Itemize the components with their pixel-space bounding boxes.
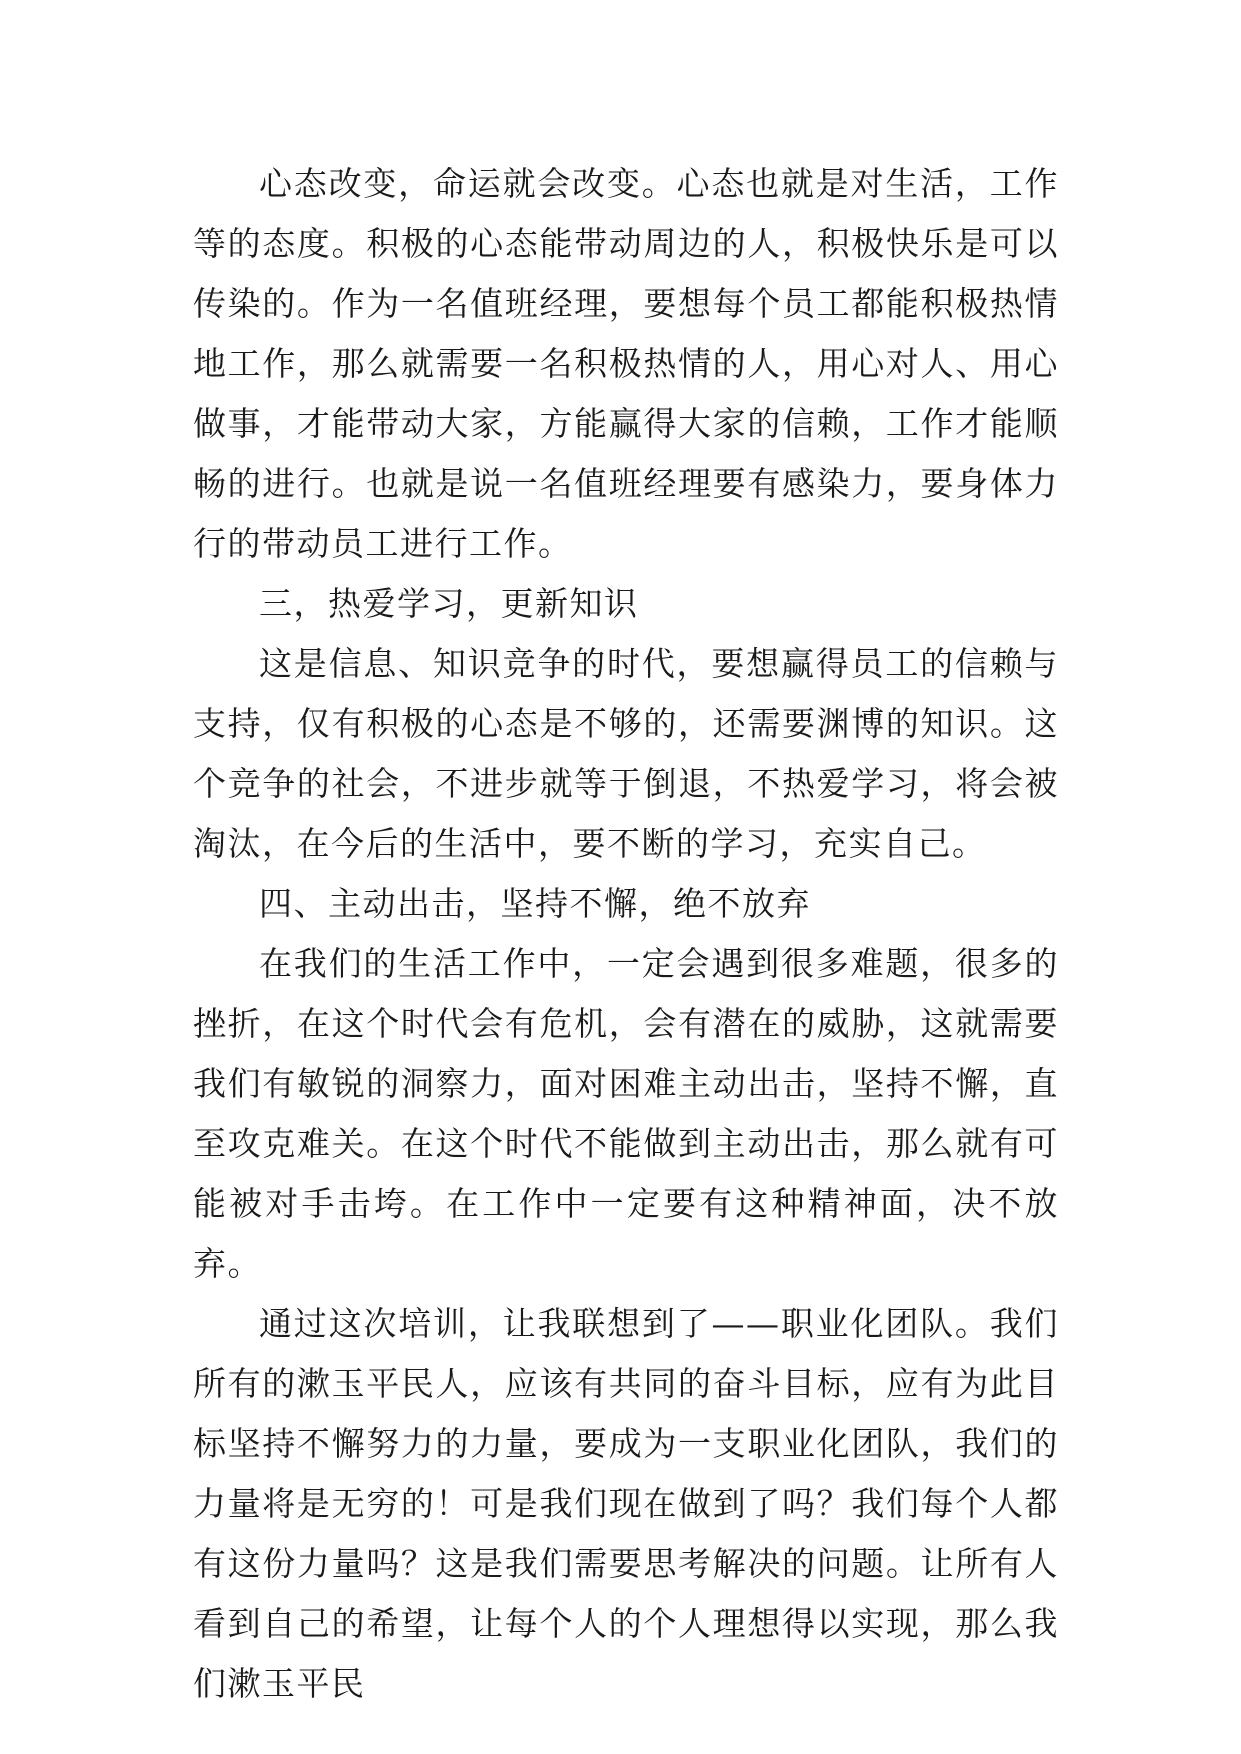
document-body bbox=[193, 154, 1059, 1714]
paragraph-professional-team: 通过这次培训，让我联想到了——职业化团队。我们所有的漱玉平民人，应该有共同的奋斗目标，应有为此目标坚持不懈努力的力量，要成为一支职业化团队，我们的力量将是无穷的！可是我们现在做到了吗？我们每个人都有这份力量吗？这是我们需要思考解决的问题。让所有人看到自己的希望，让每个人的个人理想得以实现，那么我们漱玉平民 bbox=[193, 1304, 1059, 1703]
heading-take-initiative: 四、主动出击，坚持不懈，绝不放弃 bbox=[259, 884, 811, 923]
heading-love-learning: 三，热爱学习，更新知识 bbox=[259, 584, 639, 623]
paragraph-knowledge: 这是信息、知识竞争的时代，要想赢得员工的信赖与支持，仅有积极的心态是不够的，还需要渊博的知识。这个竞争的社会，不进步就等于倒退，不热爱学习，将会被淘汰，在今后的生活中，要不断的学习，充实自己。 bbox=[193, 644, 1059, 863]
paragraph-attitude: 心态改变，命运就会改变。心态也就是对生活，工作等的态度。积极的心态能带动周边的人，积极快乐是可以传染的。作为一名值班经理，要想每个员工都能积极热情地工作，那么就需要一名积极热情的人，用心对人、用心做事，才能带动大家，方能赢得大家的信赖，工作才能顺畅的进行。也就是说一名值班经理要有感染力，要身体力行的带动员工进行工作。 bbox=[193, 164, 1059, 563]
paragraph-persistence: 在我们的生活工作中，一定会遇到很多难题，很多的挫折，在这个时代会有危机，会有潜在的威胁，这就需要我们有敏锐的洞察力，面对困难主动出击，坚持不懈，直至攻克难关。在这个时代不能做到主动出击，那么就有可能被对手击垮。在工作中一定要有这种精神面，决不放弃。 bbox=[193, 944, 1059, 1283]
